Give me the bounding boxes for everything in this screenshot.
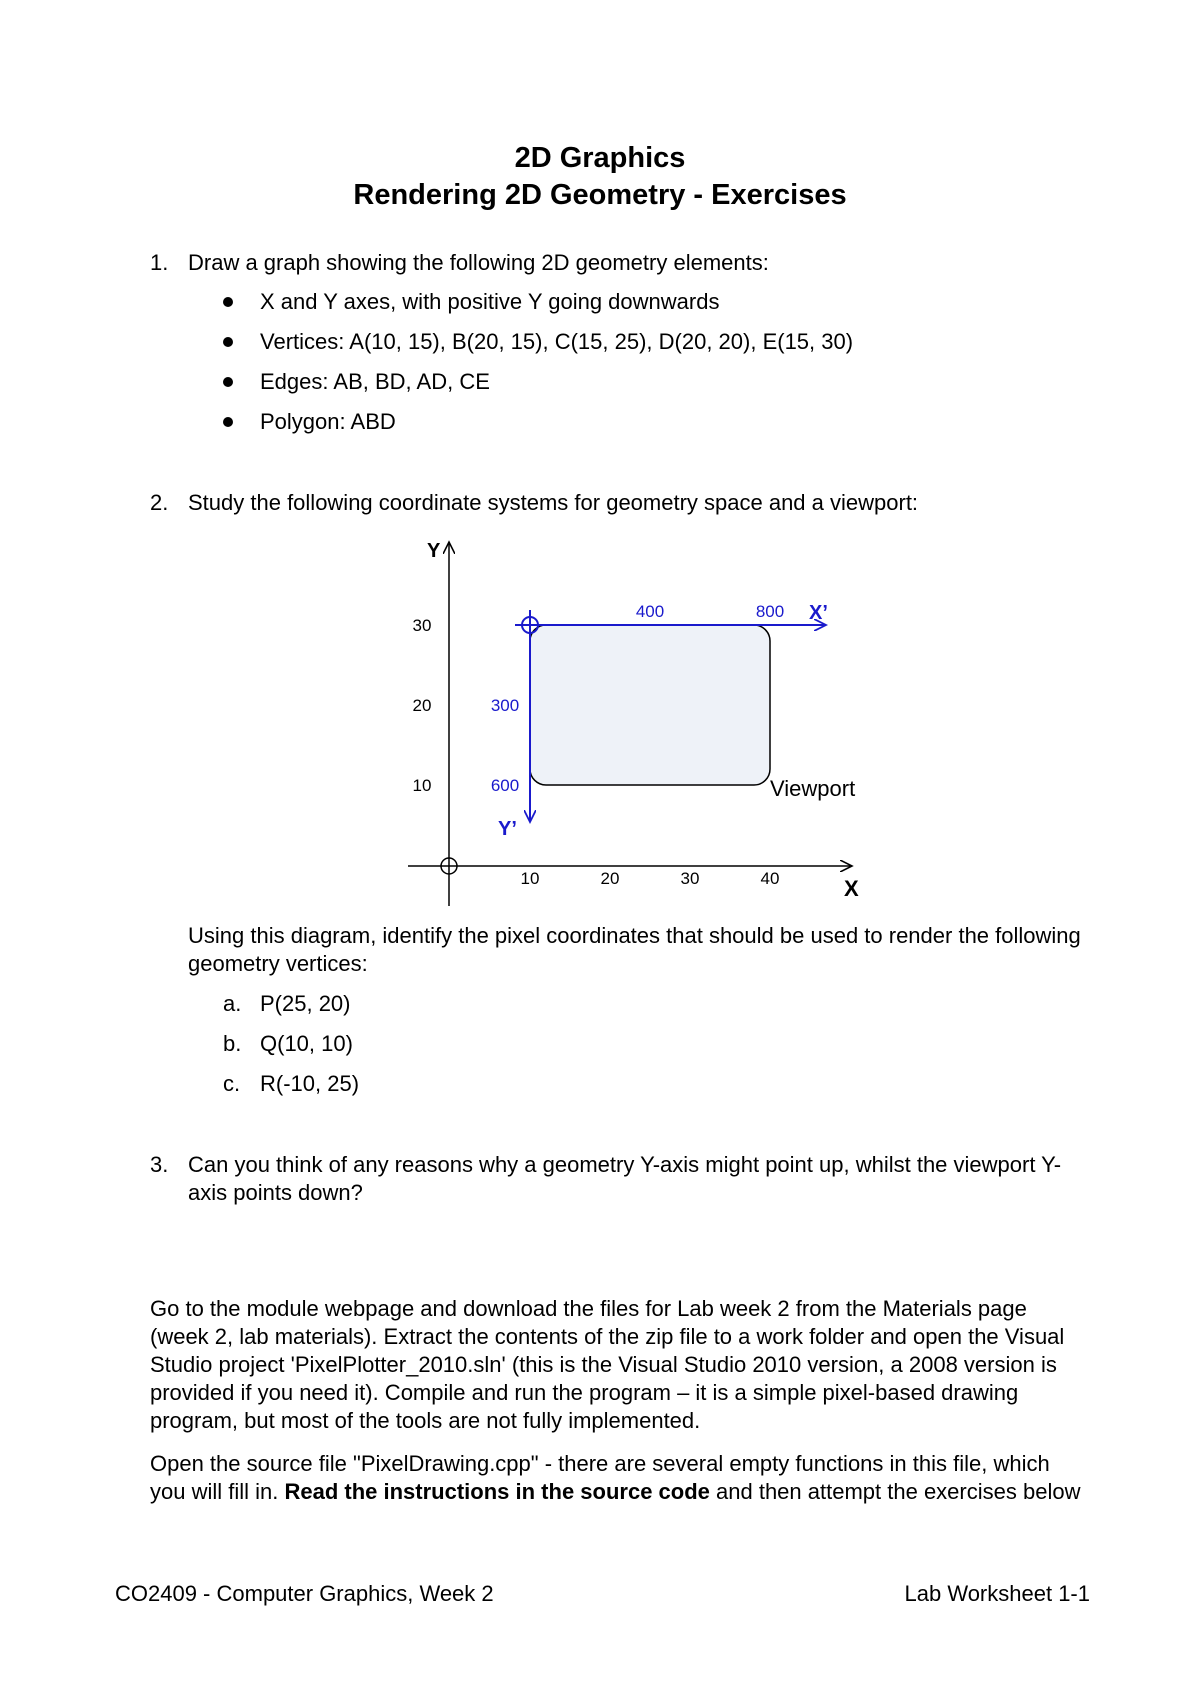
question-number: 3. <box>150 1152 169 1177</box>
question-text: Using this diagram, identify the pixel coordinates that should be used to render the following geometry vertices: <box>188 923 1081 976</box>
instructions-text: and then attempt the exercises below <box>709 1479 1081 1504</box>
x-tick-label: 10 <box>520 869 540 888</box>
item-text: Q(10, 10) <box>260 1031 353 1056</box>
y-axis-label: Y <box>427 540 441 562</box>
viewport-y-tick-label: 300 <box>490 696 520 715</box>
question-number: 2. <box>150 490 169 515</box>
question-text: Draw a graph showing the following 2D geometry elements: <box>188 250 769 275</box>
viewport-x-tick-label: 800 <box>755 602 785 621</box>
bullet-text: Polygon: ABD <box>260 409 396 434</box>
item-label: a. <box>223 991 242 1016</box>
viewport-x-axis-label: X’ <box>809 602 828 624</box>
page-subtitle: Rendering 2D Geometry - Exercises <box>353 179 847 211</box>
question-number: 1. <box>150 250 169 275</box>
viewport-rect <box>530 625 770 785</box>
bullet-text: Edges: AB, BD, AD, CE <box>260 369 490 394</box>
x-tick-label: 30 <box>680 869 700 888</box>
item-label: c. <box>223 1071 241 1096</box>
item-text: P(25, 20) <box>260 991 351 1016</box>
viewport-label: Viewport <box>770 776 856 801</box>
viewport-x-tick-label: 400 <box>635 602 665 621</box>
footer-worksheet: Lab Worksheet 1-1 <box>904 1581 1090 1606</box>
x-tick-label: 40 <box>760 869 780 888</box>
instructions-emphasis: Read the instructions in the source code <box>284 1479 710 1504</box>
instructions-paragraph-2 <box>150 1450 1090 1506</box>
bullet-text: X and Y axes, with positive Y going downwards <box>260 289 720 314</box>
bullet-text: Vertices: A(10, 15), B(20, 15), C(15, 25), D(20, 20), E(15, 30) <box>260 329 854 354</box>
x-tick-label: 20 <box>600 869 620 888</box>
y-tick-label: 20 <box>412 696 432 715</box>
instructions-text: Open the source file "PixelDrawing.cpp" - there are several empty functions in this file, which you will fill in. <box>150 1451 1050 1504</box>
y-tick-label: 30 <box>412 616 432 635</box>
x-axis-label: X <box>844 876 859 901</box>
footer-course: CO2409 - Computer Graphics, Week 2 <box>115 1581 494 1606</box>
item-text: R(-10, 25) <box>260 1071 360 1096</box>
page-title: 2D Graphics <box>514 142 686 174</box>
viewport-y-axis-label: Y’ <box>498 818 517 840</box>
y-tick-label: 10 <box>412 776 432 795</box>
question-text: Can you think of any reasons why a geometry Y-axis might point up, whilst the viewport Y-axis points down? <box>188 1152 1062 1205</box>
question-text: Study the following coordinate systems for geometry space and a viewport: <box>188 490 919 515</box>
item-label: b. <box>223 1031 242 1056</box>
instructions-paragraph: Go to the module webpage and download the files for Lab week 2 from the Materials page (week 2, lab materials). Extract the contents of the zip file to a work folder and open the Visual Studio project 'PixelPlotter_2010.sln' (this is the Visual Studio 2010 version, a 2008 version is provided if you need it). Compile and run the program – it is a simple pixel-based drawing program, but most of the tools are not fully implemented. <box>150 1296 1065 1433</box>
viewport-y-tick-label: 600 <box>490 776 520 795</box>
